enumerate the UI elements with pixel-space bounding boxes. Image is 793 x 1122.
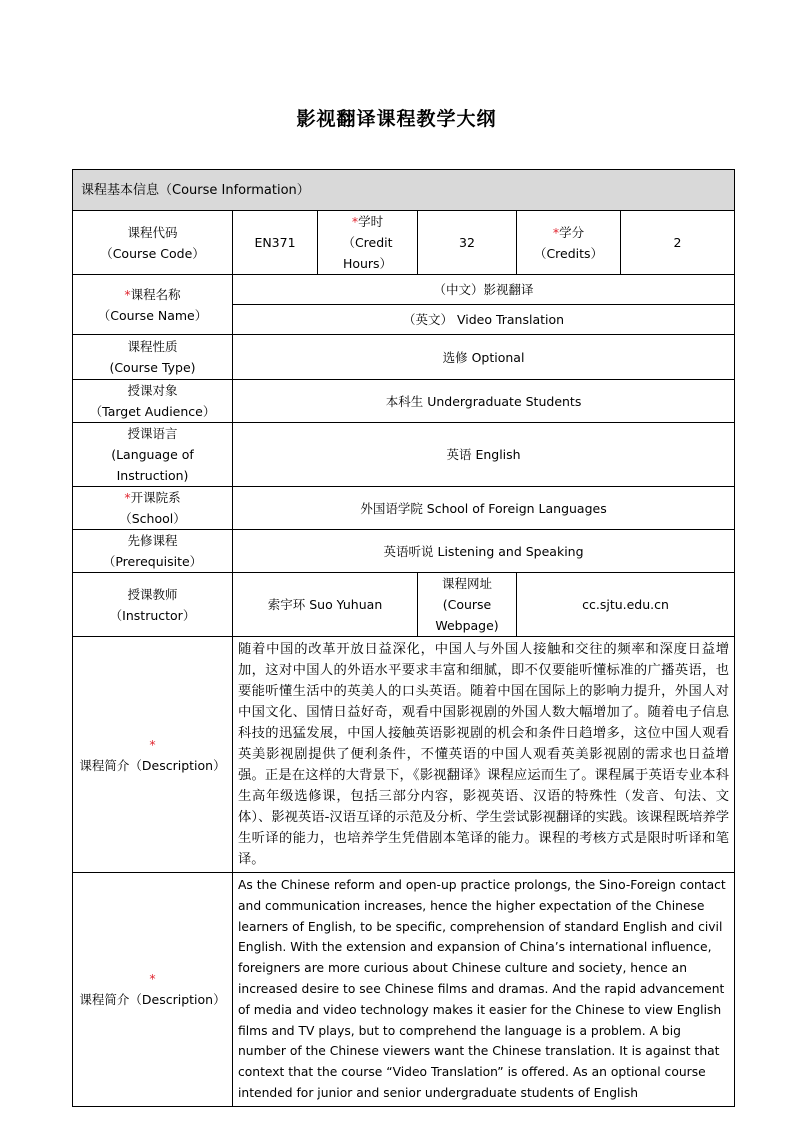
language-value: 英语 English: [233, 423, 735, 487]
school-label: *开课院系 （School）: [73, 487, 233, 530]
instructor-value: 索宇环 Suo Yuhuan: [233, 573, 418, 637]
webpage-label: 课程网址 (Course Webpage): [418, 573, 517, 637]
prerequisite-label: 先修课程 （Prerequisite）: [73, 530, 233, 573]
course-code-label: 课程代码 （Course Code）: [73, 211, 233, 275]
course-name-label: *课程名称 （Course Name）: [73, 275, 233, 335]
prerequisite-value: 英语听说 Listening and Speaking: [233, 530, 735, 573]
description-zh-label: *课程简介（Description）: [73, 637, 233, 873]
language-label: 授课语言 (Language of Instruction): [73, 423, 233, 487]
target-audience-label: 授课对象 （Target Audience）: [73, 380, 233, 423]
webpage-value[interactable]: cc.sjtu.edu.cn: [517, 573, 735, 637]
description-zh-text: 随着中国的改革开放日益深化，中国人与外国人接触和交往的频率和深度日益增加，这对中国人的外语水平要求丰富和细腻，即不仅要能听懂标准的广播英语，也要能听懂生活中的英美人的口头英语。随着中国在国际上的影响力提升，外国人对中国文化、国情日益好奇，观看中国影视剧的外国人数大幅增加了。随着电子信息科技的迅猛发展，中国人接触英语影视剧的机会和条件日趋增多，这位中国人观看英美影视剧提供了便利条件，不懂英语的中国人观看英美影视剧的需求也日益增强。正是在这样的大背景下，《影视翻译》课程应运而生了。课程属于英语专业本科生高年级选修课，包括三部分内容，影视英语、汉语的特殊性（发音、句法、文体）、影视英语-汉语互译的示范及分析、学生尝试影视翻译的实践。该课程既培养学生听译的能力，也培养学生凭借剧本笔译的能力。课程的考核方式是限时听译和笔译。: [233, 637, 735, 873]
course-code-value: EN371: [233, 211, 318, 275]
course-name-zh: （中文）影视翻译: [233, 275, 735, 305]
course-info-table: [72, 169, 735, 1107]
description-en-label: *课程简介（Description）: [73, 873, 233, 1107]
credits-value: 2: [621, 211, 735, 275]
page-title: 影视翻译课程教学大纲: [296, 108, 497, 130]
course-name-en: （英文） Video Translation: [233, 305, 735, 335]
course-type-label: 课程性质 (Course Type): [73, 335, 233, 380]
credit-hours-label: *学时 （Credit Hours）: [318, 211, 418, 275]
credits-label: *学分 （Credits）: [517, 211, 621, 275]
target-audience-value: 本科生 Undergraduate Students: [233, 380, 735, 423]
description-en-text: As the Chinese reform and open-up practice prolongs, the Sino-Foreign contact and communication increases, hence the higher expectation of the Chinese learners of English, to be specific, comprehension of standard English and civil English. With the extension and expansion of China’s international influence, foreigners are more curious about Chinese culture and society, hence an increased desire to see Chinese films and dramas. And the rapid advancement of media and video technology makes it easier for the Chinese to view English films and TV plays, but to comprehend the language is a problem. A big number of the Chinese viewers want the Chinese translation. It is against that context that the course “Video Translation” is offered. As an optional course intended for junior and senior undergraduate students of English: [233, 873, 735, 1107]
instructor-label: 授课教师 （Instructor）: [73, 573, 233, 637]
credit-hours-value: 32: [418, 211, 517, 275]
course-type-value: 选修 Optional: [233, 335, 735, 380]
section-header: 课程基本信息（Course Information）: [73, 170, 735, 211]
school-value: 外国语学院 School of Foreign Languages: [233, 487, 735, 530]
